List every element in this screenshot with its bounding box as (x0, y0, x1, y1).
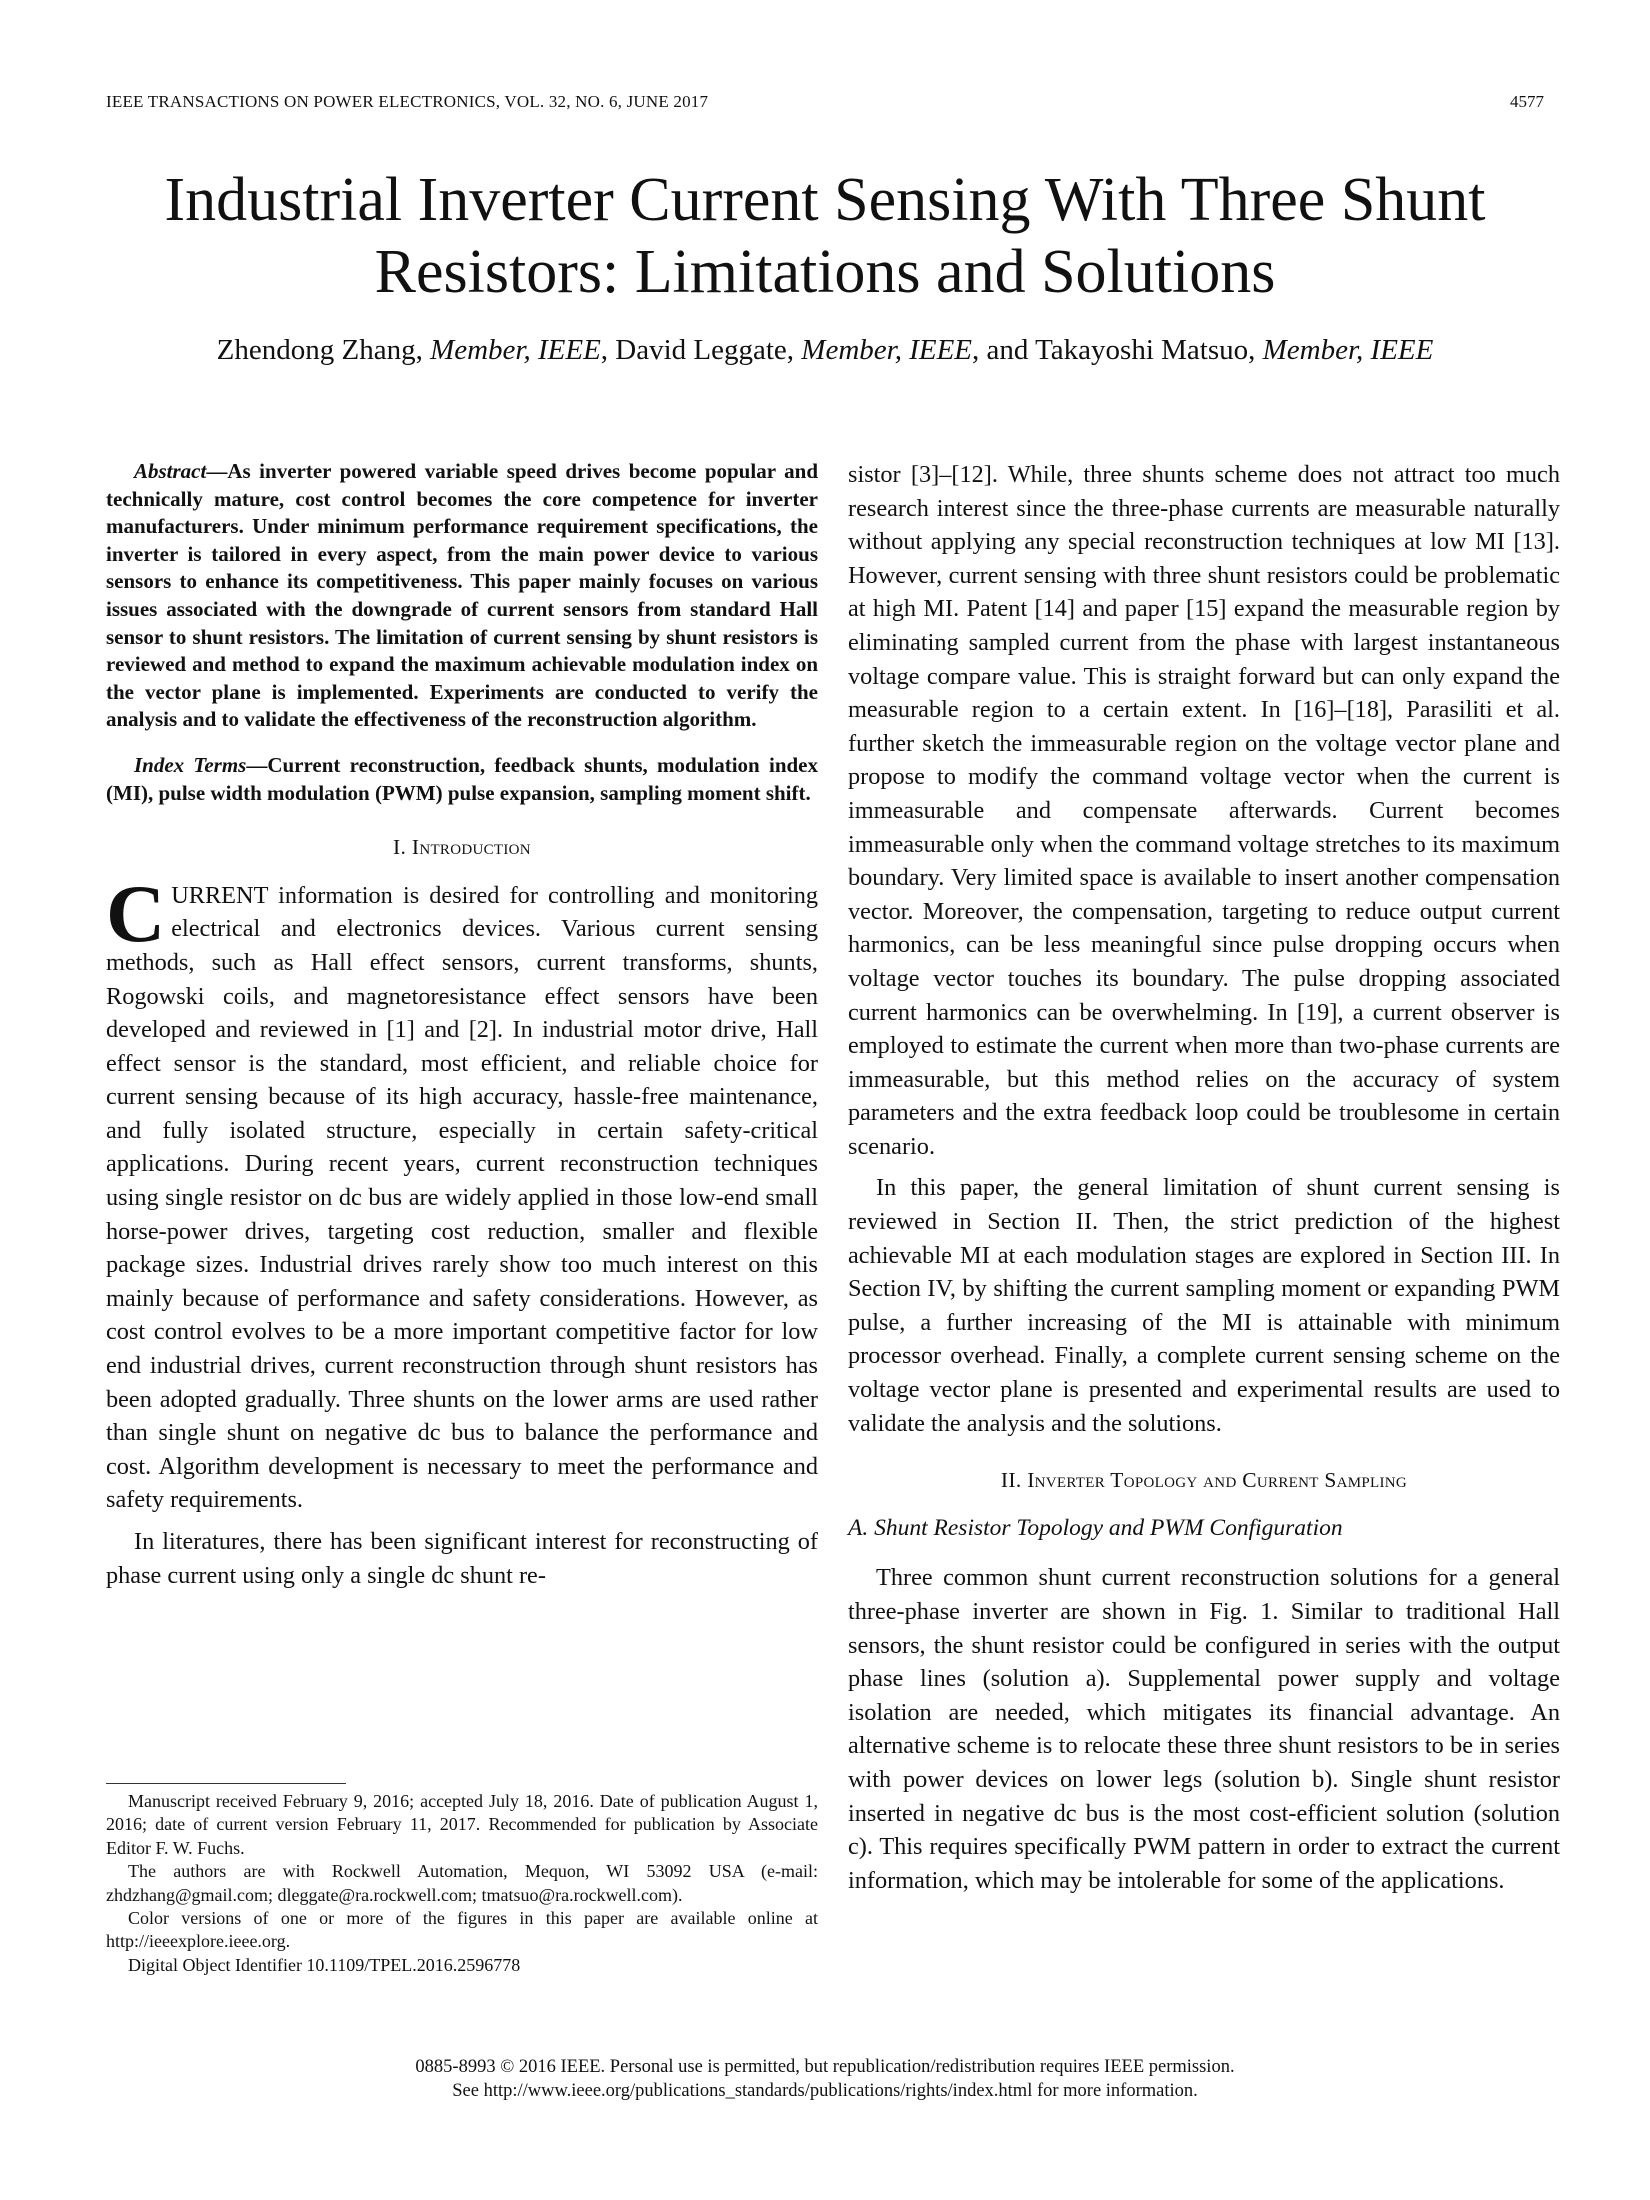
author-2-name: , David Leggate, (600, 334, 795, 366)
subsection-heading-a: A. Shunt Resistor Topology and PWM Configuration (848, 1514, 1343, 1541)
paper-title (80, 164, 1570, 308)
copyright-line-2: See http://www.ieee.org/publications_standards/publications/rights/index.html for more information. (452, 2081, 1198, 2101)
intro-paragraph-2: In literatures, there has been significant interest for reconstructing of phase current using only a single dc shunt re- (106, 1528, 818, 1589)
index-terms-text: —Current reconstruction, feedback shunts, modulation index (MI), pulse width modulation (PWM) pulse expansion, sampling moment shift. (106, 752, 818, 805)
title-line-2: Resistors: Limitations and Solutions (374, 238, 1276, 306)
left-column (106, 458, 818, 1592)
section-heading-introduction: I. Introduction (393, 835, 531, 860)
author-3-role: Member, IEEE (1262, 334, 1434, 366)
abstract-text: —As inverter powered variable speed drives become popular and technically mature, cost control becomes the core competence for inverter manufacturers. Under minimum performance requirement specifications, the inverter is tailored in every aspect, from the main power device to various sensors to enhance its competitiveness. This paper mainly focuses on various issues associated with the downgrade of current sensors from standard Hall sensor to shunt resistors. The limitation of current sensing by shunt resistors is reviewed and method to expand the maximum achievable modulation index on the vector plane is implemented. Experiments are conducted to verify the analysis and to validate the effectiveness of the reconstruction algorithm. (106, 459, 818, 732)
author-2-role: Member, IEEE (801, 334, 973, 366)
right-paragraph-3: Three common shunt current reconstruction solutions for a general three-phase inverter are shown in Fig. 1. Similar to traditional Hall sensors, the shunt resistor could be configured in series with the output phase lines (solution a). Supplemental power supply and voltage isolation are needed, which mitigates its financial advantage. An alternative scheme is to relocate these three shunt resistors to be in series with power devices on lower legs (solution b). Single shunt resistor inserted in negative dc bus is the most cost-efficient solution (solution c). This requires specifically PWM pattern in order to extract the current information, which may be intolerable for some of the applications. (848, 1564, 1560, 1894)
footnote-manuscript: Manuscript received February 9, 2016; accepted July 18, 2016. Date of publication August 1, 2016; date of current version February 11, 2017. Recommended for publication by Associate Editor F. W. Fuchs. (106, 1791, 818, 1858)
copyright-notice (106, 2055, 1544, 2103)
abstract-label: Abstract (134, 459, 207, 483)
right-paragraph-2: In this paper, the general limitation of shunt current sensing is reviewed in Section II. Then, the strict prediction of the highest achievable MI at each modulation stages are explored in Section III. In Section IV, by shifting the current sampling moment or expanding PWM pulse, a further increasing of the MI is attainable with minimum processor overhead. Finally, a complete current sensing scheme on the voltage vector plane is presented and experimental results are used to validate the analysis and the solutions. (848, 1174, 1560, 1437)
footnotes (106, 1790, 818, 1977)
page-number: 4577 (1510, 92, 1544, 111)
running-header: IEEE TRANSACTIONS ON POWER ELECTRONICS, VOL. 32, NO. 6, JUNE 2017 (106, 92, 709, 111)
copyright-line-1: 0885-8993 © 2016 IEEE. Personal use is permitted, but republication/redistribution requires IEEE permission. (415, 2057, 1235, 2077)
intro-paragraph-1 (106, 867, 818, 1517)
author-1-name: Zhendong Zhang, (216, 334, 423, 366)
footnote-color-figures: Color versions of one or more of the figures in this paper are available online at http://ieeexplore.ieee.org. (106, 1908, 818, 1952)
right-paragraph-1: sistor [3]–[12]. While, three shunts scheme does not attract too much research interest since the three-phase currents are measurable naturally without applying any special reconstruction techniques at low MI [13]. However, current sensing with three shunt resistors could be problematic at high MI. Patent [14] and paper [15] expand the measurable region by eliminating sampled current from the phase with largest instantaneous voltage compare value. This is straight forward but can only expand the measurable region to a certain extent. In [16]–[18], Parasiliti et al. further sketch the immeasurable region on the voltage vector plane and propose to modify the command voltage vector when the current is immeasurable and compensate afterwards. Current becomes immeasurable only when the command voltage stretches to its maximum boundary. Very limited space is available to insert another compensation vector. Moreover, the compensation, targeting to reduce output current harmonics, can be less meaningful since pulse dropping occurs when voltage vector touches its boundary. The pulse dropping associated current harmonics can be overwhelming. In [19], a current observer is employed to estimate the current when more than two-phase currents are immeasurable, but this method relies on the accuracy of system parameters and the extra feedback loop could be troublesome in certain scenario. (848, 461, 1560, 1160)
index-terms (106, 752, 818, 807)
title-line-1: Industrial Inverter Current Sensing With Three Shunt (164, 166, 1486, 234)
footnote-divider (106, 1783, 346, 1784)
footnote-affiliation: The authors are with Rockwell Automation, Mequon, WI 53092 USA (e-mail: zhdzhang@gmail.com; dleggate@ra.rockwell.com; tmatsuo@ra.rockwell.com). (106, 1861, 818, 1905)
intro-paragraph-1-text: URRENT information is desired for controlling and monitoring electrical and electronics devices. Various current sensing methods, such as Hall effect sensors, current transforms, shunts, Rogowski coils, and magnetoresistance effect sensors have been developed and reviewed in [1] and [2]. In industrial motor drive, Hall effect sensor is the standard, most efficient, and reliable choice for current sensing because of its high accuracy, hassle-free maintenance, and fully isolated structure, especially in certain safety-critical applications. During recent years, current reconstruction techniques using single resistor on dc bus are widely applied in those low-end small horse-power drives, targeting cost reduction, smaller and flexible package sizes. Industrial drives rarely show too much interest on this mainly because of performance and safety considerations. However, as cost control evolves to be a more important competitive factor for low end industrial drives, current reconstruction through shunt resistors has been adopted gradually. Three shunts on the lower arms are used rather than single shunt on negative dc bus to balance the performance and cost. Algorithm development is necessary to meet the performance and safety requirements. (106, 881, 818, 1514)
section-heading-topology: II. Inverter Topology and Current Sampling (1000, 1468, 1408, 1493)
right-column (848, 458, 1560, 1897)
author-list (80, 332, 1570, 368)
index-terms-label: Index Terms (134, 752, 247, 777)
abstract (106, 458, 818, 734)
author-3-name: , and Takayoshi Matsuo, (972, 334, 1256, 366)
footnote-doi: Digital Object Identifier 10.1109/TPEL.2016.2596778 (128, 1954, 521, 1975)
author-1-role: Member, IEEE (430, 334, 601, 366)
drop-cap: C (106, 867, 166, 959)
